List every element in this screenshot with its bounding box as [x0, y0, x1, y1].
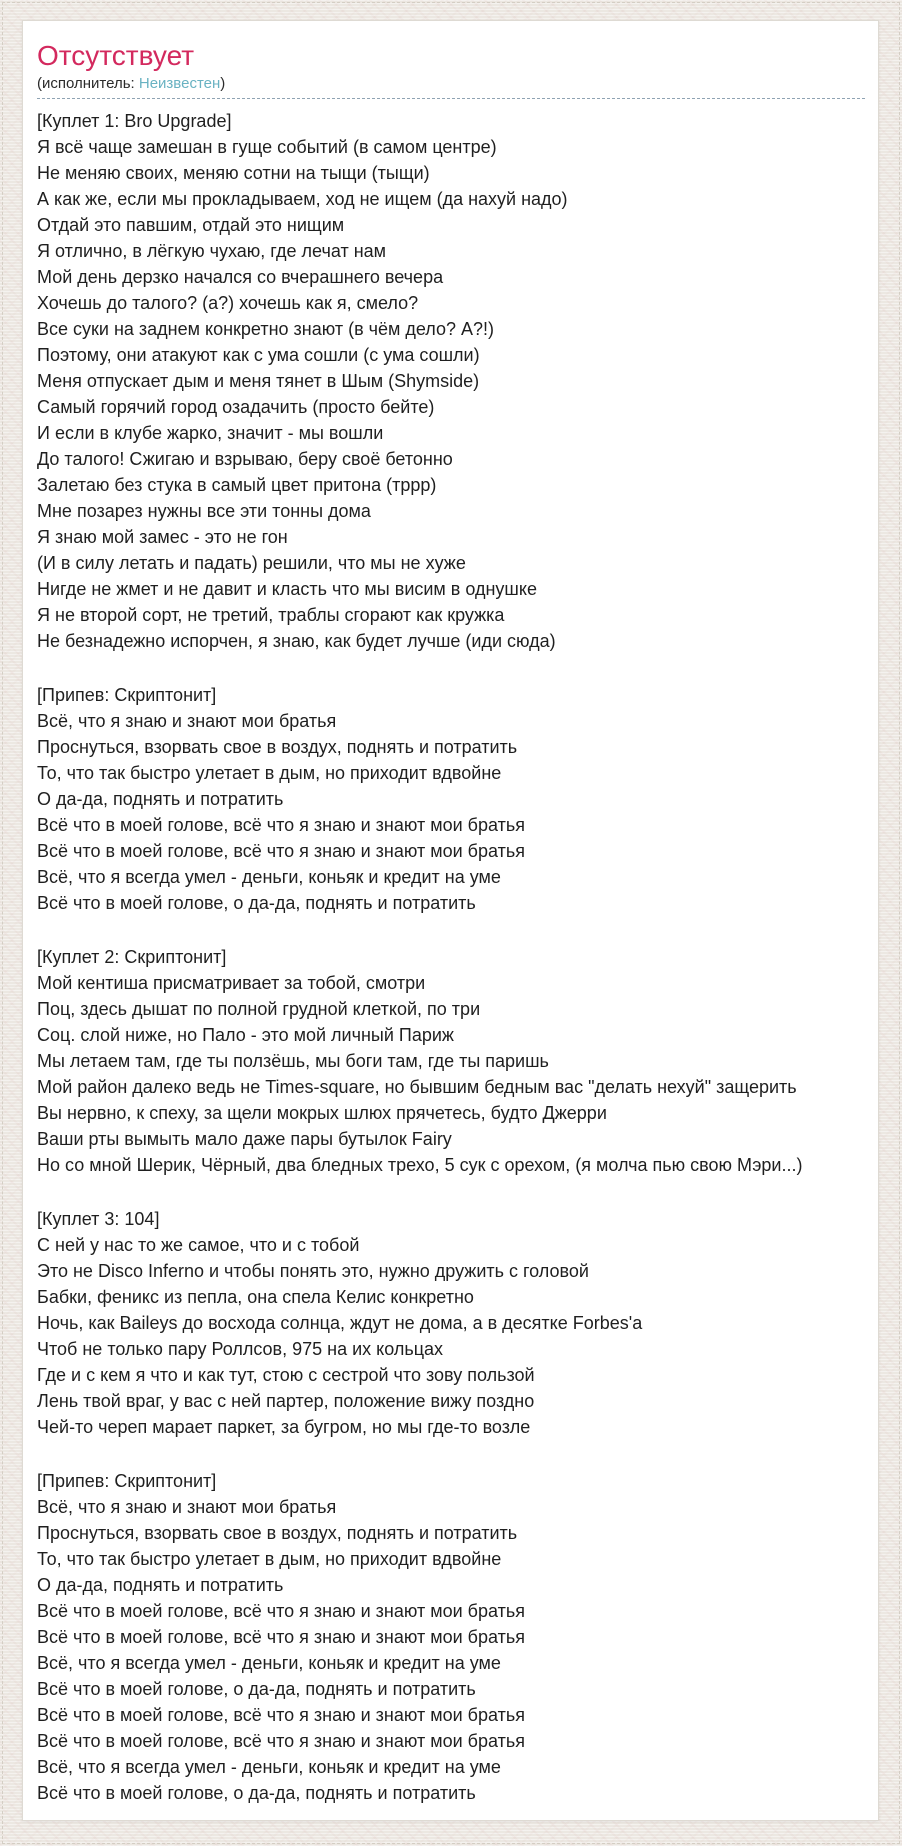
lyric-line: Всё, что я знаю и знают мои братья	[37, 711, 337, 731]
lyric-line: Отдай это павшим, отдай это нищим	[37, 215, 345, 235]
lyric-line: Залетаю без стука в самый цвет притона (тррр)	[37, 475, 437, 495]
lyric-line: Чтоб не только пару Роллсов, 975 на их кольцах	[37, 1339, 444, 1359]
lyrics-section	[37, 682, 864, 916]
lyric-line: Я отлично, в лёгкую чухаю, где лечат нам	[37, 241, 387, 261]
lyric-line: Где и с кем я что и как тут, стою с сестрой что зову пользой	[37, 1365, 535, 1385]
section-label: [Куплет 1: Bro Upgrade]	[37, 111, 232, 131]
lyric-line: Не меняю своих, меняю сотни на тыщи (тыщи)	[37, 163, 430, 183]
lyric-line: Всё, что я всегда умел - деньги, коньяк и кредит на уме	[37, 867, 501, 887]
lyric-line: Соц. слой ниже, но Пало - это мой личный Париж	[37, 1025, 454, 1045]
section-label: [Куплет 2: Скриптонит]	[37, 947, 227, 967]
lyric-line: Всё, что я всегда умел - деньги, коньяк и кредит на уме	[37, 1653, 501, 1673]
lyric-line: Всё что в моей голове, всё что я знаю и знают мои братья	[37, 1601, 525, 1621]
lyric-line: Я знаю мой замес - это не гон	[37, 527, 288, 547]
lyrics-section	[37, 1468, 864, 1806]
lyric-line: О да-да, поднять и потратить	[37, 789, 284, 809]
lyric-line: С ней у нас то же самое, что и с тобой	[37, 1235, 360, 1255]
lyric-line: Всё, что я знаю и знают мои братья	[37, 1497, 337, 1517]
lyric-line: Я всё чаще замешан в гуще событий (в самом центре)	[37, 137, 497, 157]
lyrics-section	[37, 1206, 864, 1440]
lyric-line: Все суки на заднем конкретно знают (в чём дело? А?!)	[37, 319, 495, 339]
lyric-line: Я не второй сорт, не третий, траблы сгорают как кружка	[37, 605, 505, 625]
lyric-line: Поэтому, они атакуют как с ума сошли (с ума сошли)	[37, 345, 480, 365]
lyric-line: До талого! Сжигаю и взрываю, беру своё бетонно	[37, 449, 453, 469]
lyric-line: Мне позарез нужны все эти тонны дома	[37, 501, 371, 521]
section-label: [Куплет 3: 104]	[37, 1209, 160, 1229]
lyric-line: Всё, что я всегда умел - деньги, коньяк и кредит на уме	[37, 1757, 501, 1777]
artist-suffix: )	[220, 75, 226, 92]
lyric-line: Ваши рты вымыть мало даже пары бутылок Fairy	[37, 1129, 452, 1149]
lyrics-card	[22, 20, 879, 1821]
lyric-line: Всё что в моей голове, всё что я знаю и знают мои братья	[37, 1705, 525, 1725]
section-label: [Припев: Скриптонит]	[37, 1471, 217, 1491]
lyric-line: Меня отпускает дым и меня тянет в Шым (Shymside)	[37, 371, 480, 391]
page-title: Отсутствует	[37, 40, 195, 71]
artist-prefix: (исполнитель:	[37, 75, 139, 92]
lyrics	[37, 108, 864, 1806]
lyric-line: Мой район далеко ведь не Times-square, но бывшим бедным вас "делать нехуй" защерить	[37, 1077, 797, 1097]
lyric-line: Всё что в моей голове, всё что я знаю и знают мои братья	[37, 815, 525, 835]
lyric-line: Всё что в моей голове, всё что я знаю и знают мои братья	[37, 1627, 525, 1647]
lyric-line: А как же, если мы прокладываем, ход не ищем (да нахуй надо)	[37, 189, 568, 209]
lyric-line: Всё что в моей голове, о да-да, поднять и потратить	[37, 1783, 476, 1803]
section-label: [Припев: Скриптонит]	[37, 685, 217, 705]
artist-link[interactable]: Неизвестен	[138, 75, 221, 92]
lyric-line: Всё что в моей голове, всё что я знаю и знают мои братья	[37, 841, 525, 861]
lyric-line: Хочешь до талого? (а?) хочешь как я, смело?	[37, 293, 419, 313]
lyric-line: Ночь, как Baileys до восхода солнца, ждут не дома, а в десятке Forbes'a	[37, 1313, 643, 1333]
lyric-line: Нигде не жмет и не давит и класть что мы висим в однушке	[37, 579, 537, 599]
lyric-line: Вы нервно, к спеху, за щели мокрых шлюх прячетесь, будто Джерри	[37, 1103, 607, 1123]
lyric-line: Но со мной Шерик, Чёрный, два бледных трехо, 5 сук с орехом, (я молча пью свою Мэри...)	[37, 1155, 803, 1175]
lyric-line: Проснуться, взорвать свое в воздух, поднять и потратить	[37, 737, 518, 757]
lyric-line: Это не Disco Inferno и чтобы понять это, нужно дружить с головой	[37, 1261, 589, 1281]
lyrics-section	[37, 944, 864, 1178]
lyric-line: Всё что в моей голове, всё что я знаю и знают мои братья	[37, 1731, 525, 1751]
lyric-line: Чей-то череп марает паркет, за бугром, но мы где-то возле	[37, 1417, 531, 1437]
artist-line	[37, 74, 864, 93]
lyric-line: То, что так быстро улетает в дым, но приходит вдвойне	[37, 763, 502, 783]
lyric-line: Самый горячий город озадачить (просто бейте)	[37, 397, 435, 417]
lyrics-section	[37, 108, 864, 654]
dashed-separator	[37, 98, 865, 99]
lyric-line: Проснуться, взорвать свое в воздух, поднять и потратить	[37, 1523, 518, 1543]
lyric-line: Бабки, феникс из пепла, она спела Келис конкретно	[37, 1287, 474, 1307]
lyric-line: Всё что в моей голове, о да-да, поднять и потратить	[37, 1679, 476, 1699]
lyric-line: Лень твой враг, у вас с ней партер, положение вижу поздно	[37, 1391, 535, 1411]
lyric-line: Не безнадежно испорчен, я знаю, как будет лучше (иди сюда)	[37, 631, 556, 651]
lyric-line: О да-да, поднять и потратить	[37, 1575, 284, 1595]
lyric-line: То, что так быстро улетает в дым, но приходит вдвойне	[37, 1549, 502, 1569]
lyric-line: (И в силу летать и падать) решили, что мы не хуже	[37, 553, 466, 573]
lyric-line: Всё что в моей голове, о да-да, поднять и потратить	[37, 893, 476, 913]
lyric-line: Мы летаем там, где ты ползёшь, мы боги там, где ты паришь	[37, 1051, 549, 1071]
lyric-line: Поц, здесь дышат по полной грудной клеткой, по три	[37, 999, 481, 1019]
lyric-line: И если в клубе жарко, значит - мы вошли	[37, 423, 384, 443]
lyric-line: Мой день дерзко начался со вчерашнего вечера	[37, 267, 444, 287]
lyric-line: Мой кентиша присматривает за тобой, смотри	[37, 973, 426, 993]
